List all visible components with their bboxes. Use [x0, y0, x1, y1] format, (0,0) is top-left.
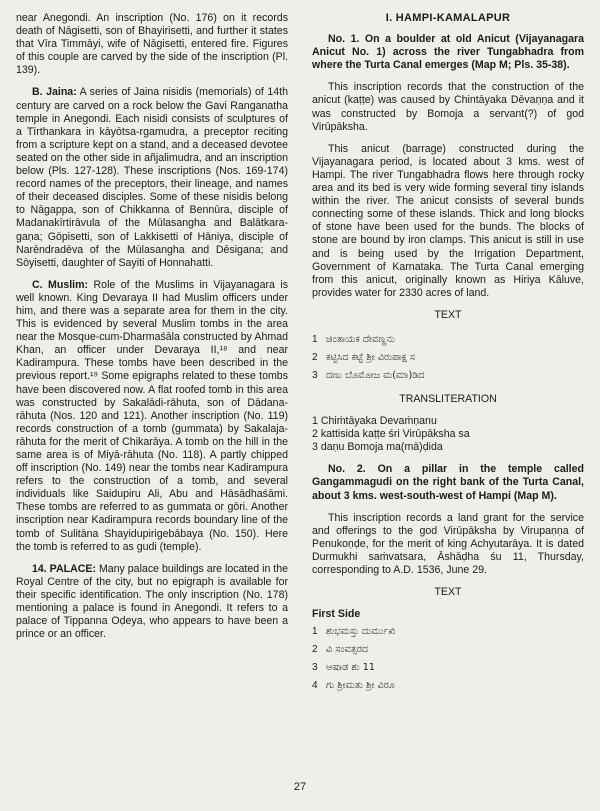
inscription-1-heading: No. 1. On a boulder at old Anicut (Vijayanagara Anicut No. 1) across the river Tungabhadra from where the Turta Canal emerges (Map M; Pls. 35-38). — [312, 33, 584, 72]
transliteration-line: 2 kattisida kaṭṭe śri Virūpāksha sa — [312, 428, 470, 441]
intro-paragraph: near Anegondi. An inscription (No. 176) on it records death of Nāgisetti, son of Bhayirisetti, and further it states that Vīra Timmāyi, wife of Nāgisetti, entered fire. Figures of this couple are carved by the side of the inscription (Pl. 139). — [16, 12, 288, 77]
text-label: TEXT — [434, 308, 462, 321]
inscription-2-paragraph: This inscription records a land grant for the service and offerings to the god Virūpāksha by Virupaṇṇa of Penukoṇḍe, for the merit of king Achyutarāya. It is dated Durmukhi saṁvatsara, Āshāḍha śu 11, Thursday, corresponding to A.D. 1536, June 29. — [312, 511, 584, 576]
muslim-heading: C. Muslim: — [32, 278, 89, 291]
transliteration-line: 1 Chiṁtāyaka Devaṁṇanu — [312, 415, 437, 428]
muslim-text: Role of the Muslims in Vijayanagara is well known. King Devaraya II had Muslim officers under him, and there was a separate area for them in the city. This is evidenced by several Muslim tombs in the area near the Mosque-cum-Dharmaśāla constructed by Ahmad Khan, an officer under Devaraya II,¹⁸ and near Kadirampura. These tombs have been described in the previous report.¹⁹ Some epigraphs related to these tombs have been discovered now. A flat roofed tomb in this area was constructed by Sakalādi-rāhuta, son of Dādana-rāhuta (Nos. 120 and 121). Another inscription (No. 119) records construction of a tomb (gummata) by Sakalaja-rāhuta for the merit of Chikarāya. A tomb on the hill in the same area is of Miyā-rāhuta (No. 118). A partly chipped off inscription (No. 149) near the tombs near Kadirampura refers to the construction of a tomb, and several individuals like Saidupiru Ali, Abu and Hāsādhaśāmi. These tombs are referred to as gummata or gōri. Another inscription near Kadirampura records boundary line of the tomb of Sulitāna Shayidupirigebābaya (No. 150). Here the tomb is referred to as gudi (temple). — [16, 278, 288, 553]
transliteration-label: TRANSLITERATION — [399, 392, 497, 405]
text-label-2: TEXT — [434, 586, 462, 599]
palace-heading: 14. PALACE: — [32, 562, 96, 575]
first-side-label: First Side — [312, 608, 361, 621]
kannada-line: 1 ಚಿಂತಾಯಕ ದೇವಣ್ಣನು — [312, 333, 395, 345]
jaina-paragraph — [16, 86, 288, 269]
kannada-text-1 — [312, 331, 584, 385]
kannada-line: 2 ಕಟ್ಟಿಸಿದ ಕಟ್ಟೆ ಶ್ರೀ ವಿರುಪಾಕ್ಷ ಸ — [312, 351, 416, 363]
palace-paragraph — [16, 563, 288, 642]
palace-text: Many palace buildings are located in the Royal Centre of the city, but no epigraph is available for their specific identification. The only inscription (No. 178) mentioning a palace is found in Anegondi. It refers to a palace of Tippanna Oḍeya, who appears to have been a prince or an officer. — [16, 562, 289, 641]
kannada-line: 2 ವಿ ಸಂವತ್ಸರದ — [312, 644, 369, 656]
muslim-paragraph — [16, 279, 288, 554]
page-number: 27 — [293, 781, 307, 793]
jaina-heading: B. Jaina: — [32, 86, 77, 99]
right-column — [312, 12, 584, 703]
inscription-1-paragraph-2: This anicut (barrage) constructed during the Vijayanagara period, is located about 3 kms. west of Hampi. The river Tungabhadra flows here through rocky area and its bed is very wide forming several tiny islands within the river. The anicut consists of several bunds connecting some of these islands. Thick and long blocks of stone have been used for the bunds. The blocks of stone are bound by iron clamps. This anicut is still in use and is being used by the Irrigation Department, Government of Karnataka. The Turta Canal emerging from this anicut, originally known as Hiriya Kāluve, provides water for 2330 acres of land. — [312, 142, 584, 299]
kannada-line: 1 ಶುಭಮಸ್ತು ದುರ್ಮುಖಿ — [312, 626, 396, 638]
kannada-line: 3 ದಣು ಬೊಮೋಜ ಮ(ಮಾ)ಡಿದ — [312, 369, 425, 381]
transliteration-lines — [312, 415, 584, 454]
kannada-line: 4 ಗು ಶ್ರೀಮತು ಶ್ರೀ ವಿರೂ — [312, 680, 395, 692]
jaina-text: A series of Jaina nisidis (memorials) of 14th century are carved on a rock below the Gavi Ranganatha temple in Anegondi. Each nisidi consists of sculptures of a Tīrthankara in kāyōtsa-rgamudra, a preceptor reciting from a scripture kept on a stand, and a deceased devotee seated on the other side in añjalimudra, and an inscription below (Pls. 127-128). These inscriptions (Nos. 169-174) record names of the preceptors, their lineage, and names of their deceased disciples. Some of these nisidis belong to Nāgappa, son of Chikkanna of Bennūra, disciple of Madanakīrtirāvula of the Mūlasangha and Balātkara-gaṇa; Gōpisetti, son of Lakkisetti of Hāniya, disciple of Narēndradēva of the Mūlasangha and Dēsigana; and Sōyisetti, daughter of Sayiti of Honnahatti. — [16, 86, 289, 269]
inscription-2-heading: No. 2. On a pillar in the temple called Gangammagudi on the right bank of the Turta Canal, about 3 kms. west-south-west of Hampi (Map M). — [312, 463, 584, 502]
left-column — [16, 12, 288, 650]
kannada-line: 3 ಆಷಾಡ ಶು 11 — [312, 662, 375, 674]
transliteration-line: 3 daṇu Bomoja ma(mā)ḍida — [312, 441, 443, 454]
inscription-1-paragraph-1: This inscription records that the construction of the anicut (kaṭṭe) was caused by Chintāyaka Dēvaṇṇa and it was constructed by Bomoja a servant(?) of god Virūpāksha. — [312, 81, 584, 133]
section-title: I. HAMPI-KAMALAPUR — [385, 12, 511, 24]
kannada-text-2 — [312, 623, 584, 695]
